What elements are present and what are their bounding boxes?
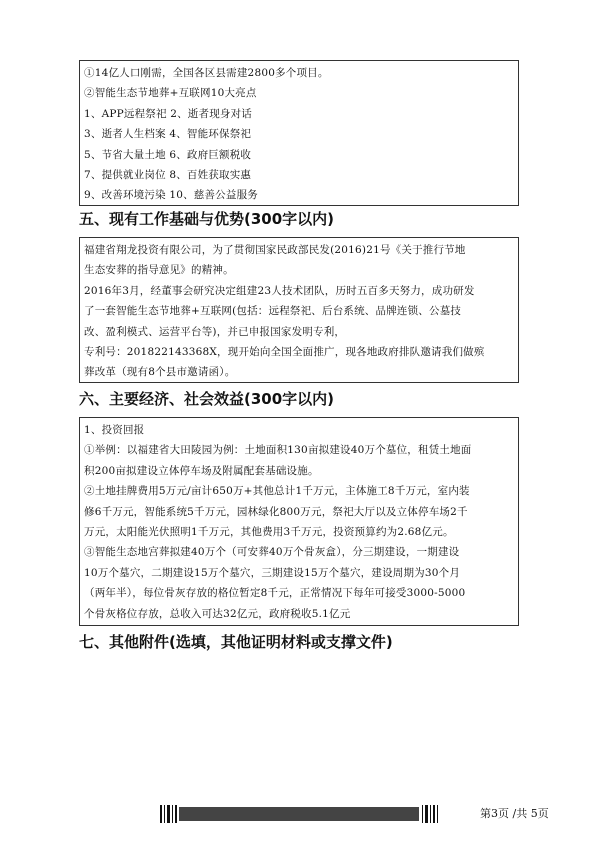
text-line: ②土地挂牌费用5万元/亩计650万+其他总计1千万元，主体施工8千万元，室内装	[84, 485, 470, 498]
text-line: （两年半），每位骨灰存放的格位暂定8千元，正常情况下每年可接受3000-5000	[84, 587, 466, 600]
text-line: 了一套智能生态节地葬+互联网(包括：远程祭祀、后台系统、品牌连锁、公墓技	[84, 305, 462, 318]
page-number: 第3页 /共 5页	[480, 807, 549, 820]
text-line: 生态安葬的指导意见》的精神。	[84, 264, 234, 277]
section6-content-box	[79, 417, 519, 626]
text-line: 葬改革（现有8个县市邀请函）。	[84, 366, 236, 379]
text-line: ③智能生态地宫葬拟建40万个（可安葬40万个骨灰盒），分三期建设，一期建设	[84, 546, 460, 559]
text-line: 2016年3月，经董事会研究决定组建23人技术团队，历时五百多天努力，成功研发	[84, 284, 475, 297]
section5-content-box	[79, 237, 519, 383]
section6-heading: 六、主要经济、社会效益(300字以内)	[79, 390, 335, 408]
text-line: 个骨灰格位存放，总收入可达32亿元，政府税收5.1亿元	[84, 607, 351, 620]
text-line: ②智能生态节地葬+互联网10大亮点	[84, 87, 257, 100]
section7-heading: 七、其他附件(选填，其他证明材料或支撑文件)	[79, 633, 393, 651]
text-line: ①14亿人口刚需，全国各区县需建2800多个项目。	[84, 67, 329, 79]
text-line: 9、改善环境污染 10、慈善公益服务	[84, 189, 258, 202]
text-line: 万元，太阳能光伏照明1千万元，其他费用3千万元，投资预算约为2.68亿元。	[84, 525, 454, 538]
text-line: 福建省翔龙投资有限公司，为了贯彻国家民政部民发(2016)21号《关于推行节地	[84, 244, 466, 256]
section5-heading: 五、现有工作基础与优势(300字以内)	[79, 210, 335, 228]
text-line: 改、盈利模式、运营平台等)，并已申报国家发明专利，	[84, 325, 346, 338]
section4-content-box	[79, 60, 519, 206]
text-line: 修6千万元，智能系统5千万元，园林绿化800万元，祭祀大厅以及立体停车场2千	[84, 505, 468, 518]
text-line: 积200亩拟建设立体停车场及附属配套基础设施。	[84, 464, 319, 477]
barcode-image	[160, 805, 438, 823]
text-line: 1、投资回报	[84, 424, 145, 436]
text-line: 10万个墓穴，二期建设15万个墓穴，三期建设15万个墓穴，建设周期为30个月	[84, 566, 461, 579]
text-line: 3、逝者人生档案 4、智能环保祭祀	[84, 128, 252, 141]
text-line: ①举例：以福建省大田陵园为例：土地面积130亩拟建设40万个墓位，租赁土地面	[84, 444, 472, 457]
text-line: 7、提供就业岗位 8、百姓获取实惠	[84, 168, 252, 181]
text-line: 1、APP远程祭祀 2、逝者现身对话	[84, 107, 253, 120]
text-line: 5、节省大量土地 6、政府巨额税收	[84, 148, 252, 161]
text-line: 专利号：201822143368X，现开始向全国全面推广，现各地政府排队邀请我们做殡	[84, 345, 485, 358]
